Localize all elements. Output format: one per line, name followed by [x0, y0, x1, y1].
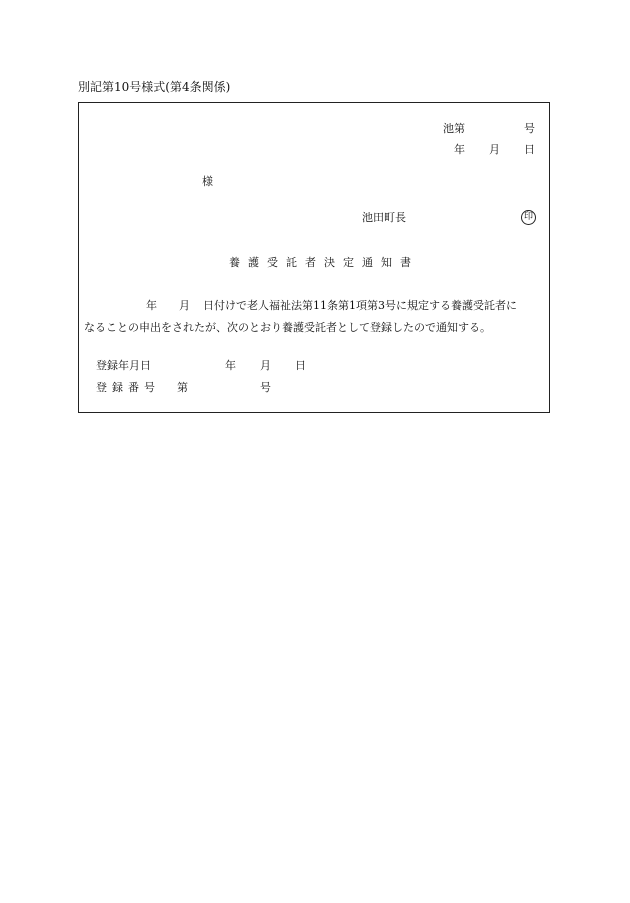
registration-date-month: 月	[260, 359, 271, 372]
seal-mark-icon: 印	[521, 210, 536, 225]
body-month: 月	[179, 299, 190, 312]
registration-number-prefix: 第	[177, 381, 188, 394]
addressee-honorific: 様	[202, 175, 213, 188]
issue-date-year: 年	[454, 143, 465, 156]
registration-number-label: 登録番号	[96, 381, 160, 394]
registration-number-suffix: 号	[260, 381, 271, 394]
document-number-prefix: 池第	[443, 122, 465, 135]
form-caption: 別記第10号様式(第4条関係)	[78, 80, 231, 94]
issue-date-day: 日	[524, 143, 535, 156]
document-title: 養護受託者決定通知書	[229, 256, 419, 269]
registration-date-label: 登録年月日	[96, 359, 151, 372]
body-line-2: なることの申出をされたが、次のとおり養護受託者として登録したので通知する。	[84, 321, 491, 334]
body-year: 年	[146, 299, 157, 312]
issue-date-month: 月	[489, 143, 500, 156]
sender-title: 池田町長	[362, 211, 406, 224]
document-number-suffix: 号	[524, 122, 535, 135]
registration-date-year: 年	[225, 359, 236, 372]
notice-form-box	[78, 102, 550, 413]
registration-date-day: 日	[295, 359, 306, 372]
body-line-1: 日付けで老人福祉法第11条第1項第3号に規定する養護受託者に	[203, 299, 517, 312]
